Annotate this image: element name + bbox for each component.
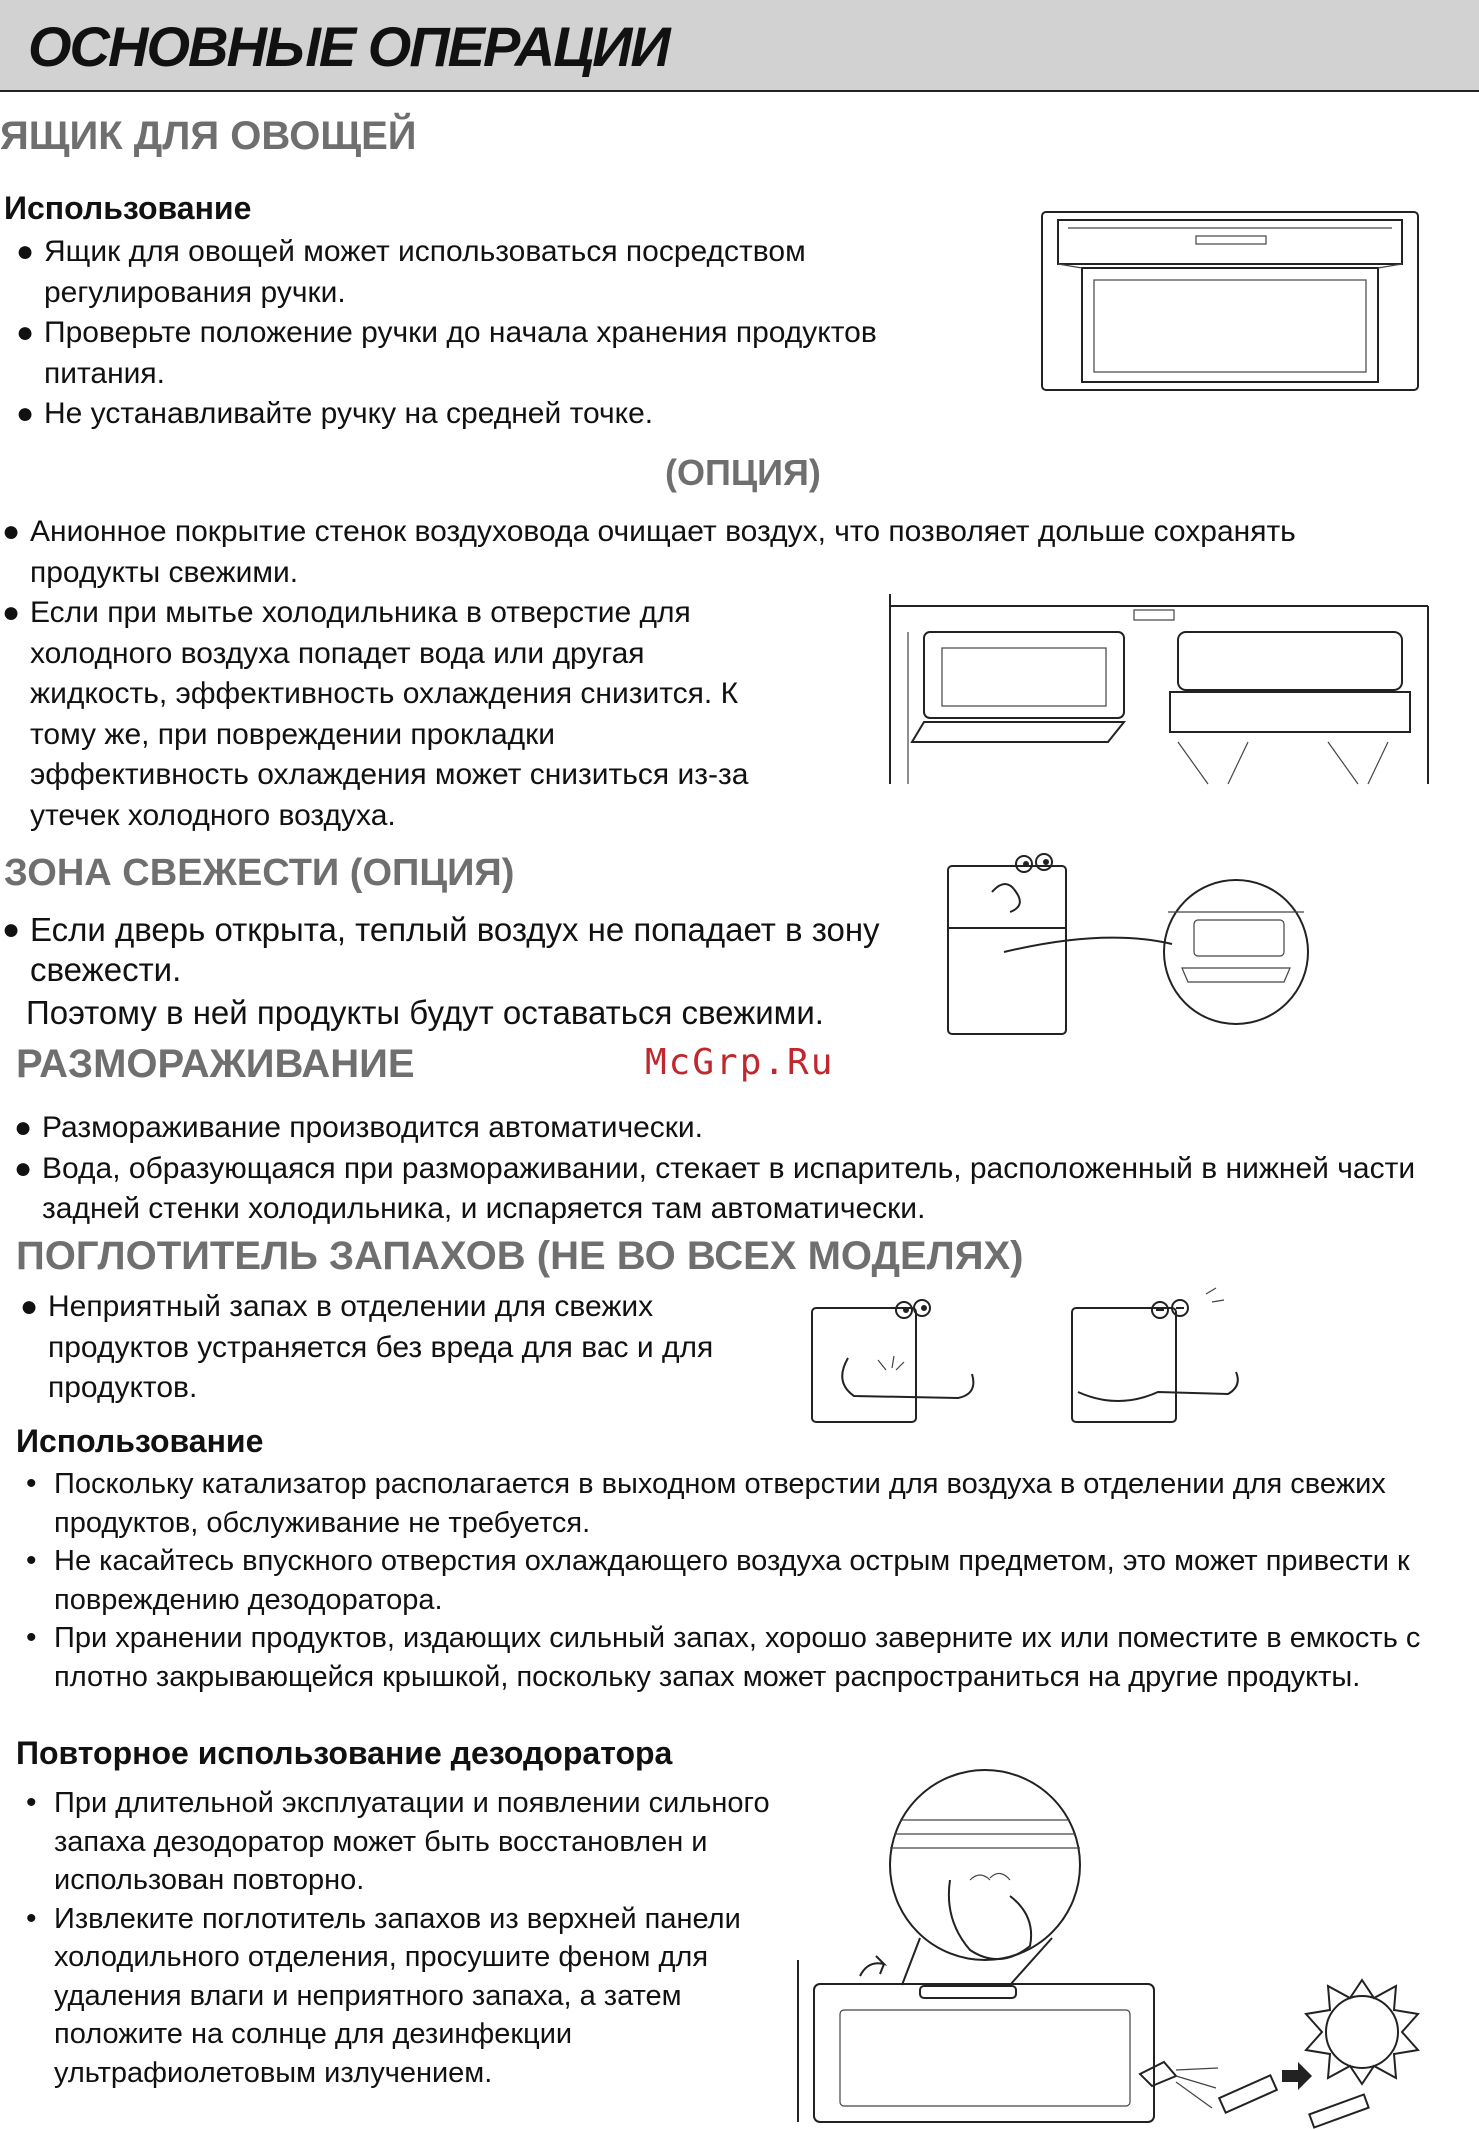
fridge-character-illustration — [944, 848, 1316, 1038]
odor-intro: ● Неприятный запах в отделении для свежих продуктов устраняется без вреда для вас и для продуктов. — [20, 1290, 714, 1404]
deodorizer-reuse-illustration — [790, 1770, 1430, 2122]
odor-usage-title: Использование — [16, 1423, 264, 1459]
fridge-interior-illustration — [888, 592, 1430, 784]
list-item: • При хранении продуктов, издающих сильный запах, хорошо заверните их или поместите в емкость с плотно закрывающейся крышкой, поскольку запах может распространиться на другие продукты. — [26, 1621, 1421, 1693]
list-item: ● Размораживание производится автоматически. — [14, 1111, 703, 1144]
odor-reuse-list — [26, 1784, 814, 2092]
veg-usage-title: Использование — [4, 190, 252, 226]
page-title: ОСНОВНЫЕ ОПЕРАЦИИ — [28, 15, 669, 78]
odor-usage-list — [26, 1465, 1424, 1696]
watermark-text: McGrp.Ru — [645, 1042, 835, 1083]
vegetable-drawer-illustration — [1038, 208, 1422, 394]
list-item: • Извлеките поглотитель запахов из верхней панели холодильного отделения, просушите феном для удаления влаги и неприятного запаха, а затем положите на солнце для дезинфекции ультрафиолетовым излучением. — [26, 1901, 741, 2089]
list-item: • Не касайтесь впускного отверстия охлаждающего воздуха острым предметом, это может привести к повреждению дезодоратора. — [26, 1544, 1410, 1616]
fresh-note: Поэтому в ней продукты будут оставаться свежими. — [26, 994, 824, 1031]
odor-characters-illustration — [808, 1288, 1248, 1422]
fresh-item: ● Если дверь открыта, теплый воздух не попадает в зону свежести. — [2, 911, 880, 988]
section-title-defrost: РАЗМОРАЖИВАНИЕ — [16, 1042, 415, 1086]
list-item: ● Не устанавливайте ручку на средней точке. — [16, 397, 654, 430]
section-title-fresh: ЗОНА СВЕЖЕСТИ (ОПЦИЯ) — [4, 852, 515, 894]
list-item: ● Вода, образующаяся при размораживании, стекает в испаритель, расположенный в нижней части задней стенки холодильника, и испаряется там автоматически. — [14, 1151, 1416, 1225]
list-item: • При длительной эксплуатации и появлении сильного запаха дезодоратор может быть восстановлен и использован повторно. — [26, 1786, 770, 1896]
section-title-veg: ЯЩИК ДЛЯ ОВОЩЕЙ — [0, 114, 417, 158]
list-item: ● Проверьте положение ручки до начала хранения продуктов питания. — [16, 316, 877, 390]
list-item: • Поскольку катализатор располагается в выходном отверстии для воздуха в отделении для свежих продуктов, обслуживание не требуется. — [26, 1467, 1386, 1539]
odor-reuse-title: Повторное использование дезодоратора — [16, 1735, 673, 1771]
list-item: ● Ящик для овощей может использоваться посредством регулирования ручки. — [16, 235, 806, 309]
option-title: (ОПЦИЯ) — [665, 452, 821, 493]
option-item-0: ● Анионное покрытие стенок воздуховода очищает воздух, что позволяет дольше сохранять продукты свежими. — [2, 515, 1296, 589]
option-item-1: ● Если при мытье холодильника в отверстие для холодного воздуха попадет вода или другая жидкость, эффективность охлаждения снизится. К тому же, при повреждении прокладки эффективность охлаждения может снизиться из-за утечек холодного воздуха. — [2, 596, 749, 832]
veg-list — [16, 232, 996, 435]
defrost-list — [14, 1108, 1422, 1230]
section-title-odor: ПОГЛОТИТЕЛЬ ЗАПАХОВ (НЕ ВО ВСЕХ МОДЕЛЯХ) — [16, 1234, 1024, 1278]
